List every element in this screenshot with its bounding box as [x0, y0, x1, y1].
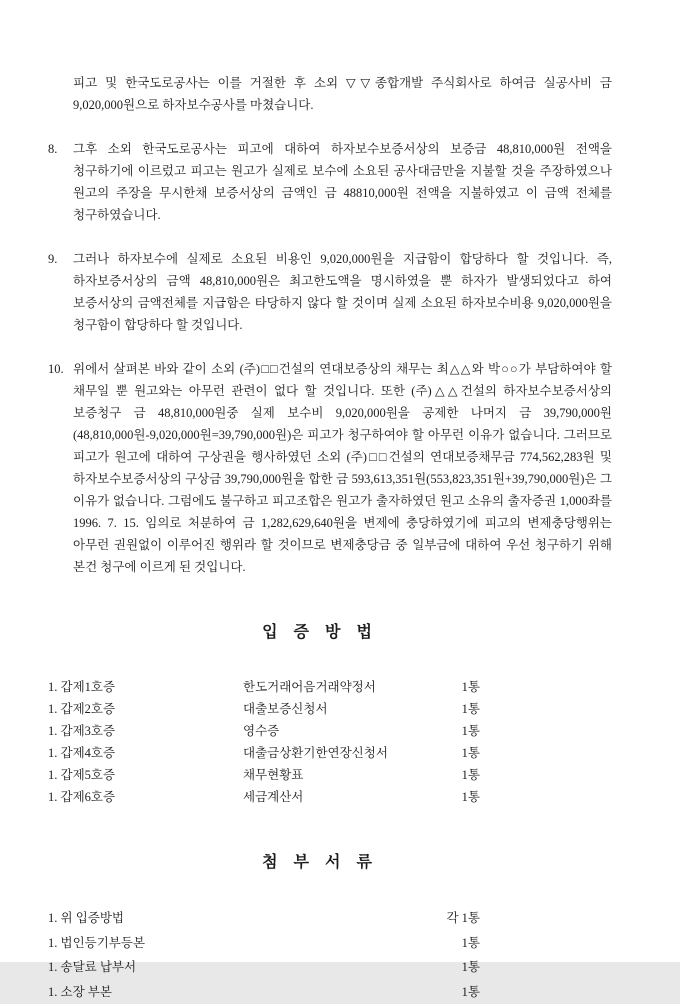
item-number: 10.: [48, 358, 73, 578]
numbered-item-9: [48, 248, 612, 336]
evidence-label: 1. 갑제2호증: [48, 698, 243, 720]
evidence-row: [48, 786, 480, 808]
evidence-label: 1. 갑제4호증: [48, 742, 243, 764]
attachment-name: 1. 소장 부본: [48, 980, 390, 1004]
item-number: 9.: [48, 248, 73, 336]
evidence-section-title: 입 증 방 법: [28, 622, 612, 644]
evidence-row: [48, 676, 480, 698]
evidence-name: 한도거래어음거래약정서: [243, 676, 410, 698]
attachment-row: [48, 955, 480, 980]
evidence-row: [48, 720, 480, 742]
evidence-row: [48, 764, 480, 786]
evidence-label: 1. 갑제1호증: [48, 676, 243, 698]
evidence-count: 1통: [410, 764, 480, 786]
attachments-section-title: 첨 부 서 류: [28, 852, 612, 874]
evidence-name: 대출보증신청서: [243, 698, 410, 720]
item-number: 8.: [48, 138, 73, 226]
evidence-count: 1통: [410, 698, 480, 720]
evidence-count: 1통: [410, 786, 480, 808]
item-text: 위에서 살펴본 바와 같이 소외 (주)□□건설의 연대보증상의 채무는 최△△와 박○○가 부담하여야 할 채무일 뿐 원고와는 아무런 관련이 없다 할 것입니다. 또한 (주)△△건설의 하자보수보증서상의 보증청구 금 48,810,000원중 실제 보수비 9,020,000원을 공제한 나머지 금 39,790,000원(48,810,000원-9,020,000원=39,790,000원)은 피고가 청구하여야 할 아무런 이유가 없습니다. 그러므로 피고가 원고에 대하여 구상권을 행사하였던 소외 (주)□□건설의 연대보증채무금 774,562,283원 및 하자보수보증서상의 구상금 39,790,000원을 합한 금 593,613,351원(553,823,351원+39,790,000원)은 그 이유가 없습니다. 그럼에도 불구하고 피고조합은 원고가 출자하였던 원고 소유의 출자증권 1,000좌를 1996. 7. 15. 임의로 처분하여 금 1,282,629,640원을 변제에 충당하였기에 피고의 변제충당행위는 아무런 권원없이 이루어진 행위라 할 것이므로 변제충당금 중 일부금에 대하여 우선 청구하기 위해 본건 청구에 이르게 된 것입니다.: [73, 358, 612, 578]
attachment-count: 1통: [390, 980, 480, 1004]
attachment-count: 1통: [390, 955, 480, 980]
item-text: 그러나 하자보수에 실제로 소요된 비용인 9,020,000원을 지급함이 합당하다 할 것입니다. 즉, 하자보증서상의 금액 48,810,000원은 최고한도액을 명시하였을 뿐 하자가 발생되었다고 하여 보증서상의 금액전체를 지급함은 타당하지 않다 할 것이며 실제 소요된 하자보수비용 9,020,000원을 청구함이 합당하다 할 것입니다.: [73, 248, 612, 336]
evidence-count: 1통: [410, 720, 480, 742]
evidence-name: 채무현황표: [243, 764, 410, 786]
evidence-name: 세금계산서: [243, 786, 410, 808]
evidence-row: [48, 742, 480, 764]
item-text: 그후 소외 한국도로공사는 피고에 대하여 하자보수보증서상의 보증금 48,810,000원 전액을 청구하기에 이르렀고 피고는 원고가 실제로 보수에 소요된 공사대금만을 지불할 것을 주장하였으나 원고의 주장을 무시한채 보증서상의 금액인 금 48810,000원 전액을 지불하였고 이 금액 전체를 청구하였습니다.: [73, 138, 612, 226]
evidence-label: 1. 갑제6호증: [48, 786, 243, 808]
evidence-name: 영수증: [243, 720, 410, 742]
attachment-name: 1. 위 입증방법: [48, 906, 390, 931]
attachment-row: [48, 980, 480, 1004]
evidence-list: [48, 676, 480, 808]
evidence-label: 1. 갑제3호증: [48, 720, 243, 742]
attachment-row: [48, 931, 480, 956]
attachment-count: 각 1통: [390, 906, 480, 931]
attachment-row: [48, 906, 480, 931]
attachment-count: 1통: [390, 931, 480, 956]
evidence-count: 1통: [410, 676, 480, 698]
attachment-name: 1. 송달료 납부서: [48, 955, 390, 980]
attachments-list: [48, 906, 480, 1004]
attachment-name: 1. 법인등기부등본: [48, 931, 390, 956]
evidence-row: [48, 698, 480, 720]
evidence-name: 대출금상환기한연장신청서: [243, 742, 410, 764]
intro-paragraph: 피고 및 한국도로공사는 이를 거절한 후 소외 ▽▽종합개발 주식회사로 하여금 실공사비 금 9,020,000원으로 하자보수공사를 마쳤습니다.: [73, 72, 612, 116]
numbered-item-10: [48, 358, 612, 578]
numbered-item-8: [48, 138, 612, 226]
evidence-count: 1통: [410, 742, 480, 764]
evidence-label: 1. 갑제5호증: [48, 764, 243, 786]
